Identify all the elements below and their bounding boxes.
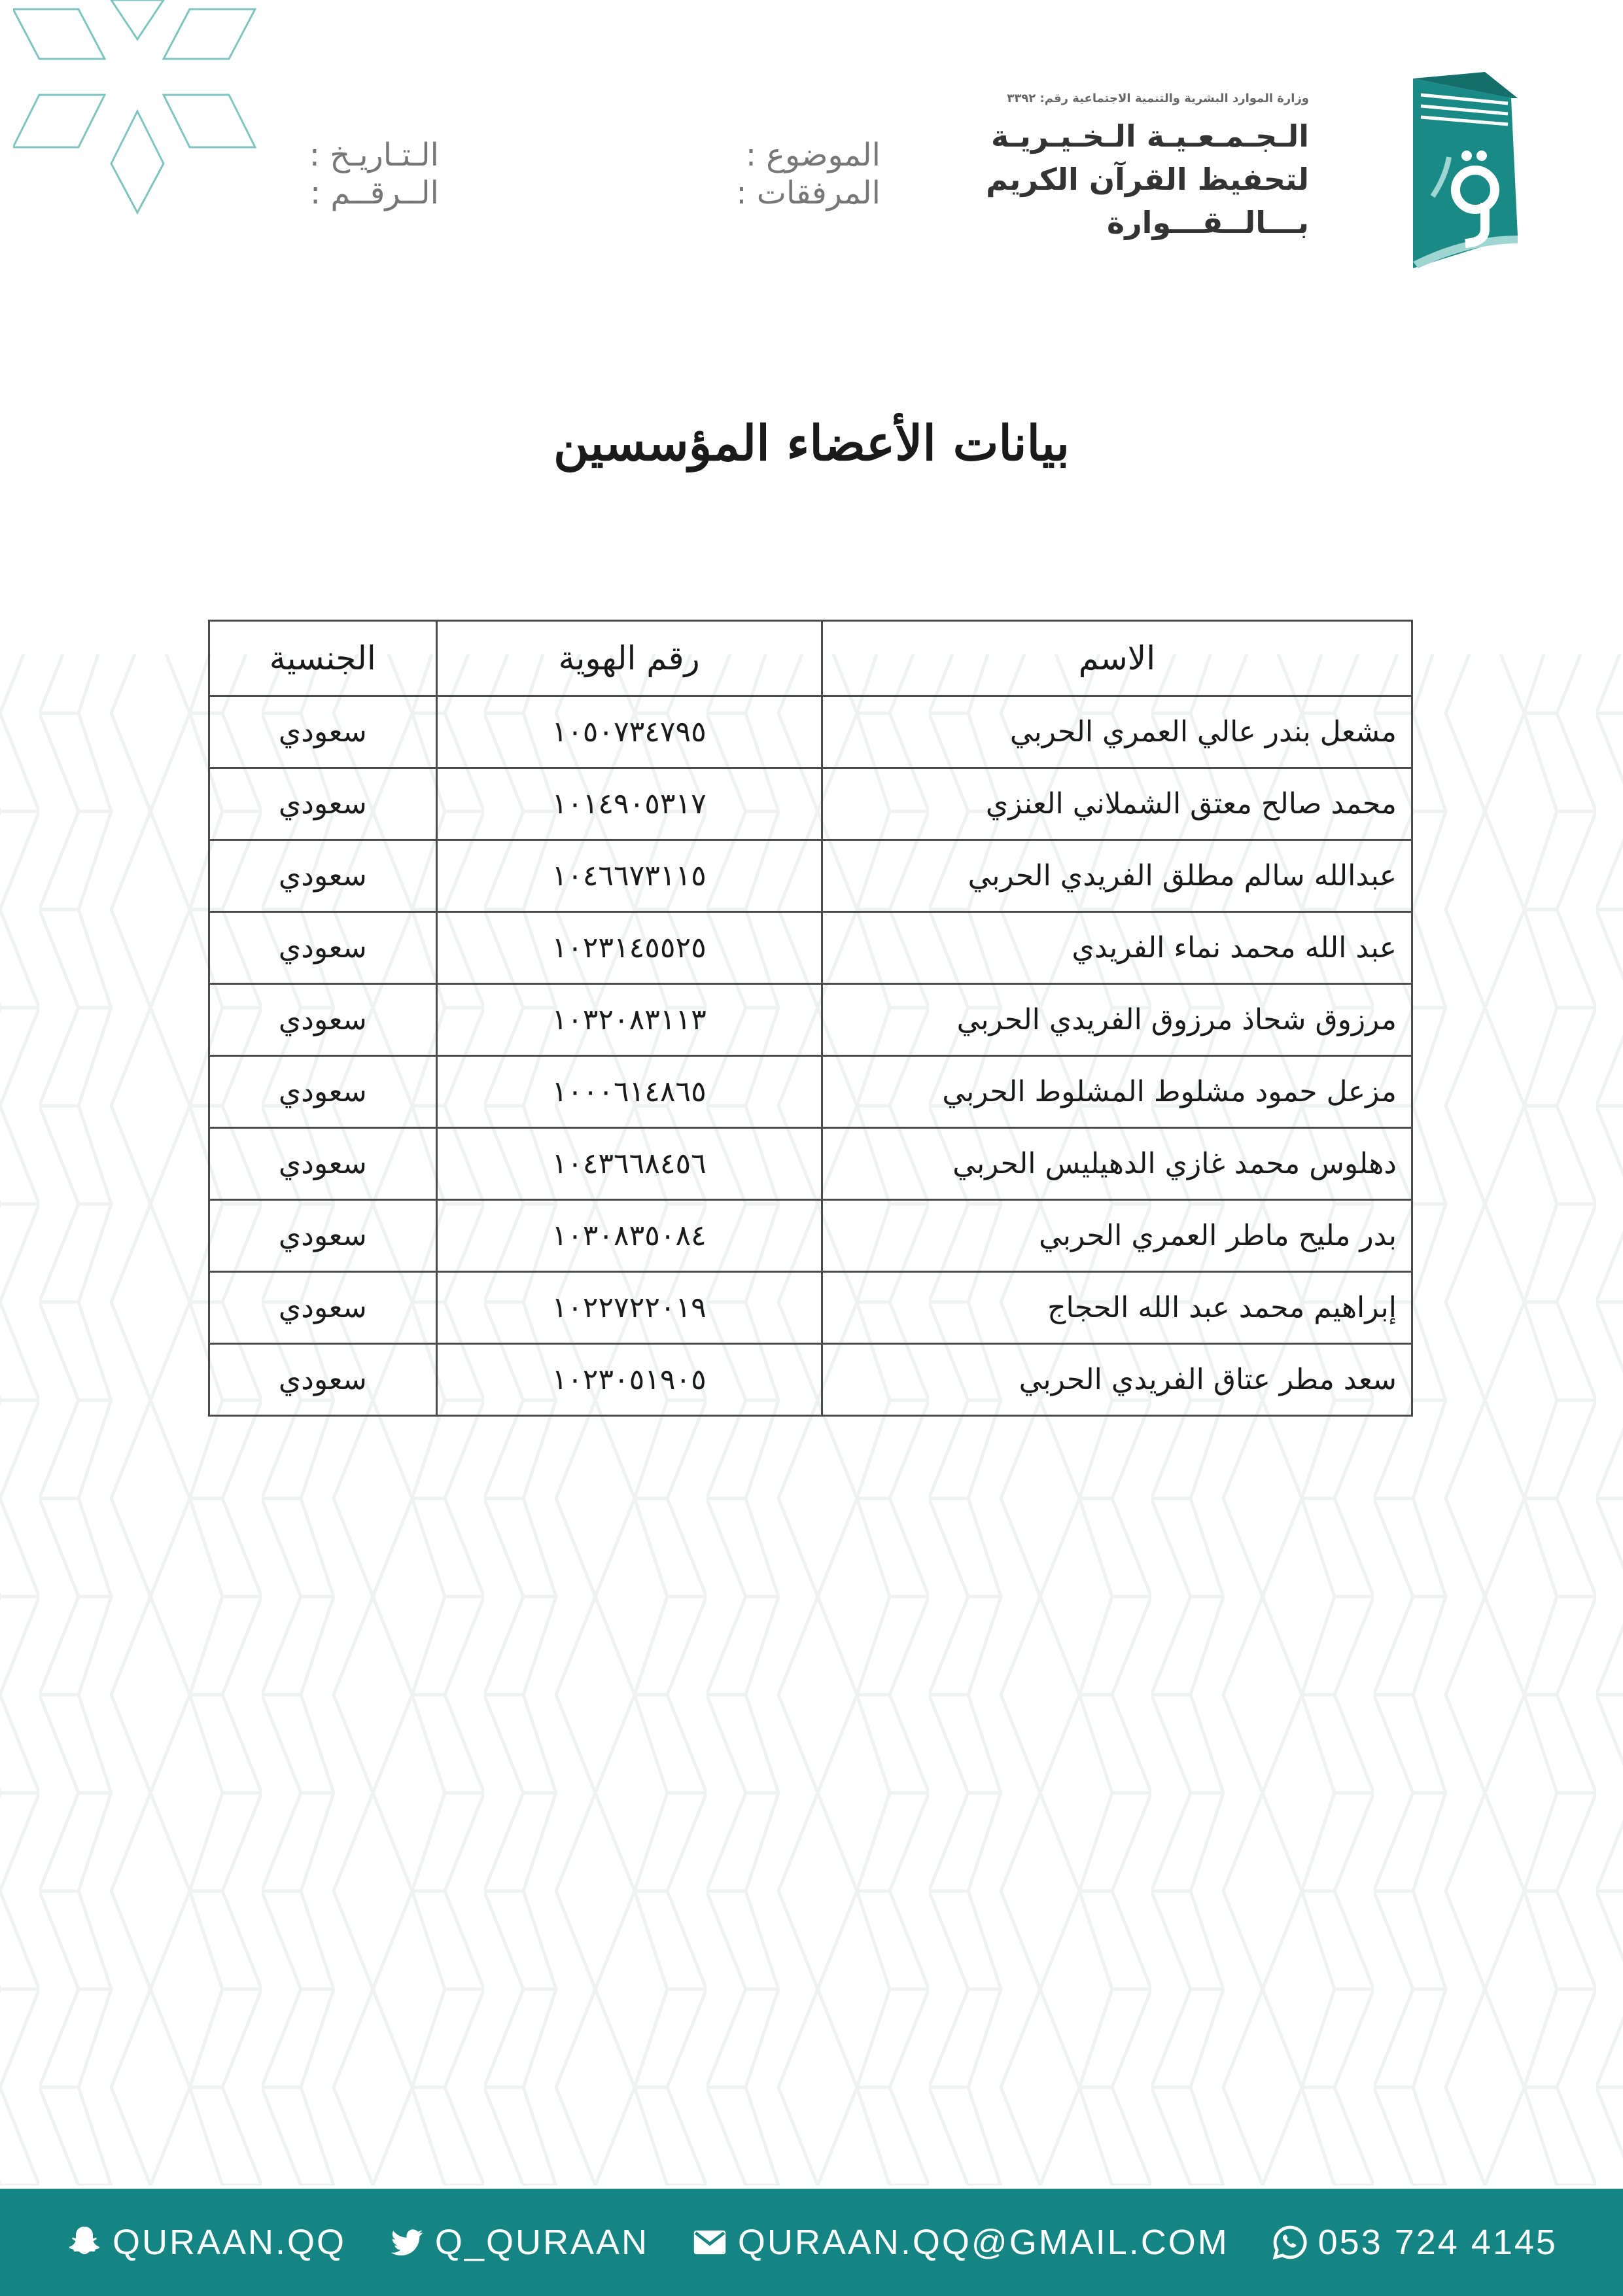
table-row bbox=[209, 984, 1412, 1056]
member-name: سعد مطر عتاق الفريدي الحربي bbox=[822, 1344, 1412, 1416]
member-nationality: سعودي bbox=[209, 840, 437, 912]
table-row bbox=[209, 1200, 1412, 1272]
email-address: QURAAN.QQ@GMAIL.COM bbox=[737, 2223, 1229, 2262]
member-nationality: سعودي bbox=[209, 1344, 437, 1416]
table-row bbox=[209, 768, 1412, 840]
subject-label: الموضوع : bbox=[745, 137, 881, 173]
table-row bbox=[209, 1056, 1412, 1128]
member-nationality: سعودي bbox=[209, 1128, 437, 1200]
member-id-number: ١٠٤٦٦٧٣١١٥ bbox=[436, 840, 822, 912]
number-label: الــرقــم : bbox=[309, 175, 439, 211]
subject-attachments-fields bbox=[736, 136, 881, 212]
twitter-handle: Q_QURAAN bbox=[434, 2223, 649, 2262]
ministry-registration: وزارة الموارد البشرية والتنمية الاجتماعية رقم: ٣٣٩٢ bbox=[1007, 92, 1309, 105]
member-nationality: سعودي bbox=[209, 1200, 437, 1272]
column-header-name: الاسم bbox=[822, 621, 1412, 696]
table-row bbox=[209, 912, 1412, 984]
snapchat-icon bbox=[65, 2223, 103, 2261]
quran-book-logo bbox=[1387, 72, 1531, 268]
member-id-number: ١٠٠٠٦١٤٨٦٥ bbox=[436, 1056, 822, 1128]
member-name: مزعل حمود مشلوط المشلوط الحربي bbox=[822, 1056, 1412, 1128]
member-nationality: سعودي bbox=[209, 696, 437, 768]
member-nationality: سعودي bbox=[209, 1056, 437, 1128]
member-id-number: ١٠٢٣٠٥١٩٠٥ bbox=[436, 1344, 822, 1416]
member-name: إبراهيم محمد عبد الله الحجاج bbox=[822, 1272, 1412, 1344]
whatsapp-icon bbox=[1271, 2223, 1309, 2261]
snapchat-handle: QURAAN.QQ bbox=[113, 2223, 347, 2262]
org-name-line-1: الـجـمـعـيـة الـخـيـريـة bbox=[991, 118, 1309, 154]
email-contact[interactable] bbox=[691, 2222, 1229, 2263]
date-number-fields bbox=[309, 136, 439, 212]
member-name: دهلوس محمد غازي الدهيليس الحربي bbox=[822, 1128, 1412, 1200]
founding-members-table bbox=[208, 620, 1413, 1417]
member-name: مرزوق شحاذ مرزوق الفريدي الحربي bbox=[822, 984, 1412, 1056]
member-name: عبد الله محمد نماء الفريدي bbox=[822, 912, 1412, 984]
member-nationality: سعودي bbox=[209, 984, 437, 1056]
twitter-icon bbox=[388, 2223, 426, 2261]
twitter-contact[interactable] bbox=[388, 2222, 649, 2263]
attachments-label: المرفقات : bbox=[736, 175, 881, 211]
member-id-number: ١٠٥٠٧٣٤٧٩٥ bbox=[436, 696, 822, 768]
table-row bbox=[209, 1272, 1412, 1344]
member-id-number: ١٠١٤٩٠٥٣١٧ bbox=[436, 768, 822, 840]
table-row bbox=[209, 696, 1412, 768]
snapchat-contact[interactable] bbox=[65, 2222, 346, 2263]
member-id-number: ١٠٣٠٨٣٥٠٨٤ bbox=[436, 1200, 822, 1272]
table-header-row bbox=[209, 621, 1412, 696]
member-name: محمد صالح معتق الشملاني العنزي bbox=[822, 768, 1412, 840]
contact-footer bbox=[0, 2189, 1623, 2296]
table-row bbox=[209, 1128, 1412, 1200]
page-title: بيانات الأعضاء المؤسسين bbox=[553, 415, 1070, 472]
member-id-number: ١٠٣٢٠٨٣١١٣ bbox=[436, 984, 822, 1056]
member-name: عبدالله سالم مطلق الفريدي الحربي bbox=[822, 840, 1412, 912]
date-label: الـتـاريـخ : bbox=[309, 137, 439, 173]
member-id-number: ١٠٢٣١٤٥٥٢٥ bbox=[436, 912, 822, 984]
column-header-nationality: الجنسية bbox=[209, 621, 437, 696]
org-name-line-2: لتحفيظ القرآن الكريم bbox=[986, 162, 1309, 197]
envelope-icon bbox=[691, 2223, 729, 2261]
phone-number: 053 724 4145 bbox=[1318, 2223, 1558, 2262]
member-name: مشعل بندر عالي العمري الحربي bbox=[822, 696, 1412, 768]
member-nationality: سعودي bbox=[209, 912, 437, 984]
organization-name-block bbox=[943, 92, 1309, 244]
table-row bbox=[209, 840, 1412, 912]
teal-star-ornament bbox=[13, 0, 262, 222]
table-row bbox=[209, 1344, 1412, 1416]
member-id-number: ١٠٢٢٧٢٢٠١٩ bbox=[436, 1272, 822, 1344]
column-header-id: رقم الهوية bbox=[436, 621, 822, 696]
member-nationality: سعودي bbox=[209, 768, 437, 840]
member-nationality: سعودي bbox=[209, 1272, 437, 1344]
whatsapp-contact[interactable] bbox=[1271, 2222, 1558, 2263]
member-id-number: ١٠٤٣٦٦٨٤٥٦ bbox=[436, 1128, 822, 1200]
member-name: بدر مليح ماطر العمري الحربي bbox=[822, 1200, 1412, 1272]
org-name-line-3: بـــالــقـــوارة bbox=[1107, 205, 1309, 240]
